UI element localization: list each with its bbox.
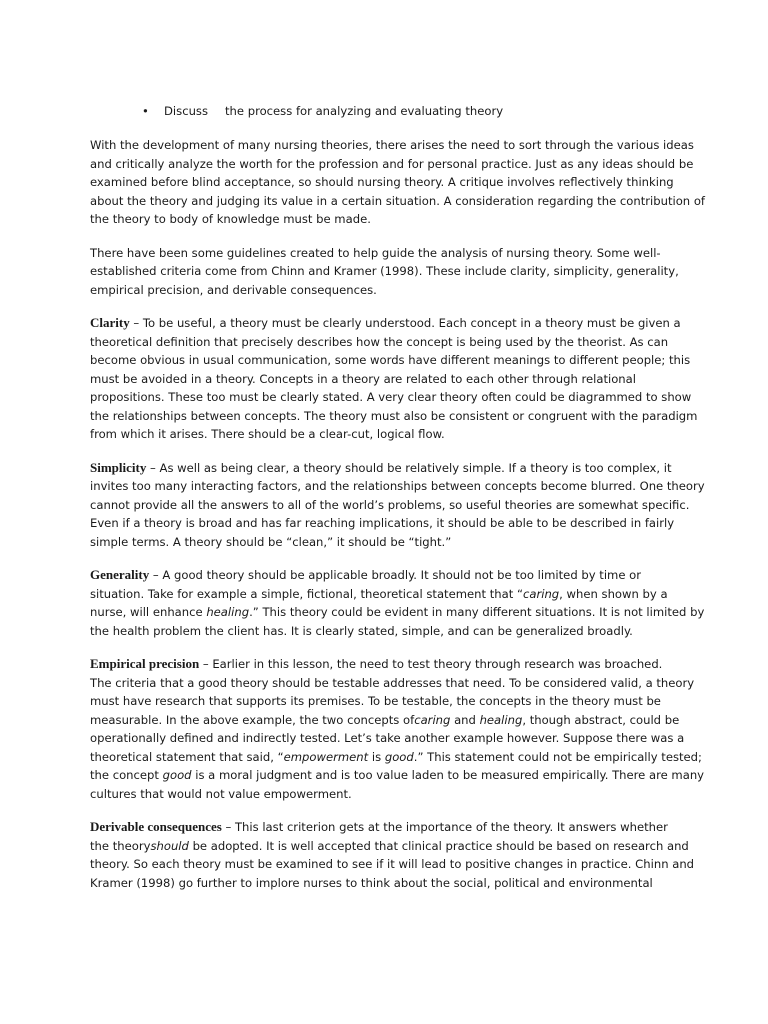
guidelines-paragraph [90, 244, 680, 300]
text-line [90, 837, 689, 856]
intro-paragraph [90, 136, 706, 229]
text-line: simple terms. A theory should be “clean,” it should be “tight.” [90, 534, 452, 549]
derivable-paragraph [90, 818, 695, 892]
text-line: theory. So each theory must be examined to see if it will lead to positive changes in practice. Chinn and [90, 857, 695, 871]
empirical-paragraph [90, 655, 705, 803]
text-line: must be avoided in a theory. Concepts in a theory are related to each other through relational [90, 371, 636, 386]
italic-term: good [384, 749, 414, 764]
text-line: from which it arises. There should be a clear-cut, logical flow. [90, 427, 445, 441]
text-run: , when shown by a [559, 586, 668, 601]
text-line [90, 748, 702, 767]
text-run: situation. Take for example a simple, fictional, theoretical statement that “ [90, 586, 523, 601]
text-line [90, 818, 680, 837]
text-line: examined before blind acceptance, so should nursing theory. A critique involves reflectively thinking [90, 175, 674, 189]
italic-term: healing [206, 605, 250, 619]
text-run: be adopted. It is well accepted that clinical practice should be based on research and [188, 838, 689, 853]
text-run: and [450, 712, 480, 727]
text-line [90, 655, 680, 674]
text-line: the relationships between concepts. The theory must also be consistent or congruent with the paradigm [90, 408, 698, 423]
simplicity-paragraph [90, 459, 705, 552]
text-line: There have been some guidelines created to help guide the analysis of nursing theory. Some well- [90, 245, 661, 260]
text-line: invites too many interacting factors, and the relationships between concepts become blurred. One theory [90, 479, 705, 493]
text-line: The criteria that a good theory should be testable addresses that need. To be considered valid, a theory [90, 675, 695, 690]
text-line: about the theory and judging its value in a certain situation. A consideration regarding the contribution of [90, 193, 706, 208]
simplicity-heading: Simplicity [90, 459, 147, 475]
clarity-heading: Clarity [90, 315, 130, 330]
bullet-text: the process for analyzing and evaluating theory [225, 104, 504, 118]
document-body [90, 136, 706, 907]
bullet-icon: • [142, 104, 149, 118]
text-line [90, 585, 680, 604]
text-run: the theory [90, 838, 151, 853]
text-run: – To be useful, a theory must be clearly understood. Each concept in a theory must be given a [129, 316, 681, 330]
text-line: the health problem the client has. It is clearly stated, simple, and can be generalized broadly. [90, 623, 633, 638]
text-line: operationally defined and indirectly tested. Let’s take another example however. Suppose there was a [90, 731, 685, 745]
text-line [90, 603, 705, 622]
discuss-bullet [142, 104, 503, 118]
text-run: measurable. In the above example, the two concepts of [90, 712, 415, 727]
italic-term: caring [414, 712, 451, 727]
text-run: – As well as being clear, a theory should be relatively simple. If a theory is too complex, it [146, 460, 672, 475]
italic-term: healing [479, 712, 523, 727]
text-run: , though abstract, could be [522, 712, 680, 727]
text-line: theoretical definition that precisely describes how the concept is being used by the theorist. As can [90, 334, 669, 349]
italic-term: should [150, 838, 189, 853]
empirical-heading: Empirical precision [90, 656, 200, 671]
text-run: is a moral judgment and is too value laden to be measured empirically. There are many [191, 768, 705, 782]
text-line: must have research that supports its premises. To be testable, the concepts in the theory must be [90, 694, 661, 708]
text-run: – Earlier in this lesson, the need to test theory through research was broached. [199, 657, 663, 671]
text-run: – A good theory should be applicable broadly. It should not be too limited by time or [149, 568, 642, 582]
text-run: .” This statement could not be empirically tested; [413, 749, 702, 764]
text-run: the concept [90, 768, 163, 782]
text-line: the theory to body of knowledge must be made. [90, 212, 371, 226]
text-line: cultures that would not value empowerment. [90, 786, 352, 801]
text-line: empirical precision, and derivable consequences. [90, 282, 377, 297]
text-run: .” This theory could be evident in many different situations. It is not limited by [249, 605, 705, 619]
italic-term: good [162, 768, 192, 782]
generality-paragraph [90, 566, 705, 640]
text-line: Even if a theory is broad and has far reaching implications, it should be able to be described in fairly [90, 516, 675, 530]
text-line: cannot provide all the answers to all of the world’s problems, so useful theories are somewhat specific. [90, 497, 690, 512]
text-line: established criteria come from Chinn and Kramer (1998). These include clarity, simplicity, generality, [90, 264, 679, 278]
text-run: theoretical statement that said, “ [90, 749, 284, 764]
text-line: propositions. These too must be clearly stated. A very clear theory often could be diagrammed to show [90, 390, 692, 404]
bullet-term: Discuss [164, 104, 208, 118]
text-line [90, 314, 680, 333]
italic-term: empowerment [283, 749, 369, 764]
text-line [90, 766, 705, 785]
derivable-heading: Derivable consequences [90, 819, 222, 834]
clarity-paragraph [90, 314, 698, 444]
text-line [90, 711, 680, 730]
text-line [90, 566, 680, 585]
italic-term: caring [522, 586, 560, 601]
text-run: nurse, will enhance [90, 605, 207, 619]
text-line: Kramer (1998) go further to implore nurses to think about the social, political and environmental [90, 875, 653, 890]
text-line [90, 459, 680, 478]
text-run: – This last criterion gets at the importance of the theory. It answers whether [221, 820, 668, 834]
text-line: and critically analyze the worth for the profession and for personal practice. Just as any ideas should be [90, 156, 694, 171]
text-line: become obvious in usual communication, some words have different meanings to different people; this [90, 353, 691, 367]
generality-heading: Generality [90, 567, 150, 582]
text-line: With the development of many nursing theories, there arises the need to sort through the various ideas [90, 138, 694, 152]
text-run: is [368, 749, 385, 764]
